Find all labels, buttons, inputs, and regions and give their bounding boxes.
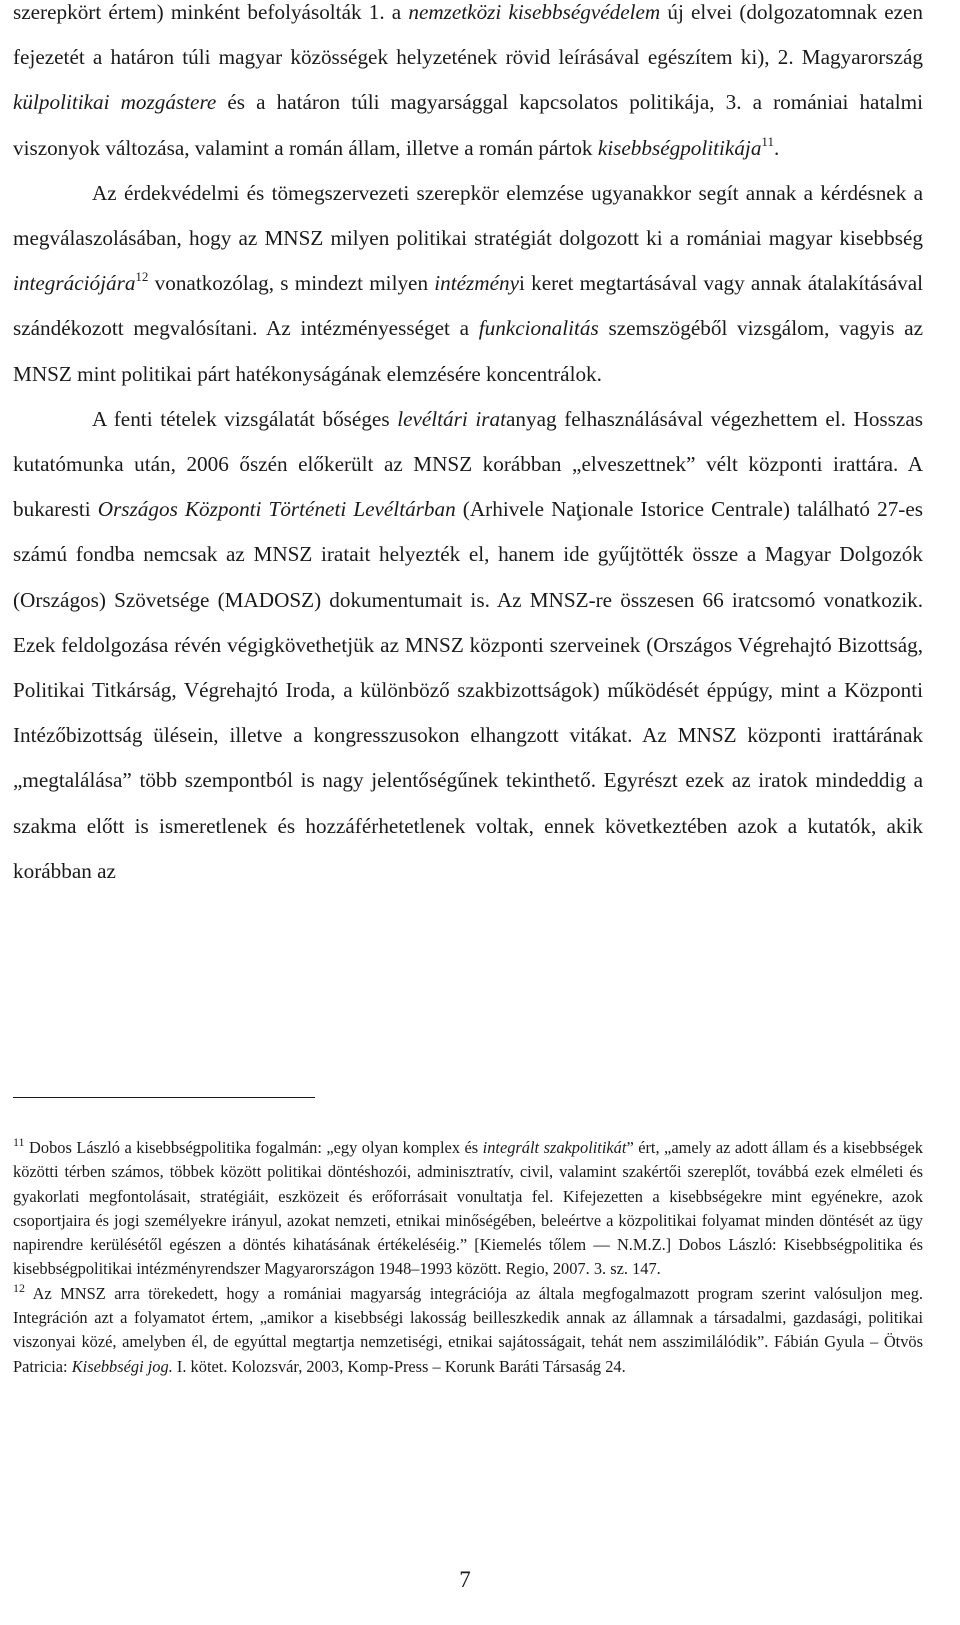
footnote-ref: 11 xyxy=(13,1135,25,1149)
italic-text: Országos Központi Történeti Levéltárban xyxy=(97,497,456,522)
text-run: szemszögéből vizsgálom, vagyis az MNSZ mint politikai párt hatékonyságának elemzésére koncentrálok. xyxy=(13,316,924,386)
paragraph-2 xyxy=(13,171,923,397)
text-run: Az érdekvédelmi és tömegszervezeti szerepkör elemzése ugyanakkor segít annak a kérdésnek a megválaszolásában, hogy az MNSZ milyen politikai stratégiát dolgozott ki a romániai magyar kisebbség xyxy=(13,180,923,251)
italic-text: nemzetközi kisebbségvédelem xyxy=(408,0,661,24)
text-run: ” ért, „amely az adott állam és a kisebbségek közötti térben számos, többek között politikai döntéshozói, adminisztratív, civil, valamint szakértői szereplőt, továbbá ezek elméleti és gyakorlati megfontolásait, stratégiáit, eszközeit és erőforrásait vonultatja fel. Kifejezetten a kisebbségekre mint egyénekre, azok csoportjaira és jogi személyekre irányul, azokat nemzeti, etnikai minőségében, beleértve a közpolitikai folyamat minden döntését az ügy napirendre kerülésétől egészen a döntés kihatásának értékeléséig.” [Kiemelés tőlem — N.M.Z.] Dobos László: Kisebbségpolitika és kisebbségpolitikai intézményrendszer Magyarországon 1948–1993 között. Regio, 2007. 3. sz. 147. xyxy=(13,1138,923,1279)
footnote-12 xyxy=(13,1282,923,1379)
text-run: i keret megtartásával vagy annak átalakításával szándékozott megvalósítani. Az intézményességet a xyxy=(13,271,923,341)
italic-text: kisebbségpolitikája xyxy=(597,135,762,160)
italic-text: funkcionalitás xyxy=(478,316,599,341)
footnote-ref: 12 xyxy=(135,269,149,285)
italic-text: integrált szakpolitikát xyxy=(482,1138,627,1157)
text-run: A fenti tételek vizsgálatát bőséges xyxy=(92,406,398,431)
text-run: anyag felhasználásával végezhettem el. Hosszas kutatómunka után, 2006 őszén előkerült az MNSZ korábban „elveszettnek” vélt központi irattára. A bukaresti xyxy=(13,406,923,522)
text-run: és a határon túli magyarsággal kapcsolatos politikája, 3. a romániai hatalmi viszonyok változása, valamint a román állam, illetve a román pártok xyxy=(13,90,923,160)
italic-text: levéltári irat xyxy=(397,406,507,431)
footnote-11 xyxy=(13,1136,923,1282)
text-run: vonatkozólag, s mindezt milyen xyxy=(148,271,435,296)
footnote-ref: 12 xyxy=(13,1280,25,1295)
italic-text: külpolitikai mozgástere xyxy=(13,90,217,115)
text-run: Az MNSZ arra törekedett, hogy a romániai magyarság integrációja az általa megfogalmazott program szerint valósuljon meg. Integráción azt a folyamatot értem, „amikor a kisebbségi lakosság beilleszkedik annak az államnak a társadalmi, gazdasági, politikai viszonyai közé, amelyben él, de egyúttal megtartja nemzetiségi, etnikai sajátosságait, tehát nem asszimilálódik”. Fábián Gyula – Ötvös Patricia: xyxy=(13,1283,923,1376)
text-run: Dobos László a kisebbségpolitika fogalmán: „egy olyan komplex és xyxy=(24,1138,483,1157)
paragraph-3 xyxy=(13,397,923,894)
text-run: . xyxy=(773,135,780,160)
text-run: új elvei (dolgozatomnak ezen fejezetét a határon túli magyar közösségek helyzetének rövid leírásával egészítem ki), 2. Magyarország xyxy=(13,0,923,70)
body-text xyxy=(13,0,923,894)
paragraph-1 xyxy=(13,0,923,171)
text-run: szerepkört értem) minként befolyásolták 1. a xyxy=(13,0,409,24)
text-run: I. kötet. Kolozsvár, 2003, Komp-Press – Korunk Baráti Társaság 24. xyxy=(172,1356,626,1376)
italic-text: intézmény xyxy=(434,271,519,296)
footnotes xyxy=(13,1136,923,1379)
footnote-separator xyxy=(13,1097,315,1098)
page-number: 7 xyxy=(459,1567,471,1592)
italic-text: Kisebbségi jog. xyxy=(71,1356,173,1376)
italic-text: integrációjára xyxy=(13,271,136,296)
footnote-ref: 11 xyxy=(761,133,774,149)
text-run: (Arhivele Naţionale Istorice Centrale) található 27-es számú fondba nemcsak az MNSZ iratait helyezték el, hanem ide gyűjtötték össze a Magyar Dolgozók (Országos) Szövetsége (MADOSZ) dokumentumait is. Az MNSZ-re összesen 66 iratcsomó vonatkozik. Ezek feldolgozása révén végigkövethetjük az MNSZ központi szerveinek (Országos Végrehajtó Bizottság, Politikai Titkárság, Végrehajtó Iroda, a különböző szakbizottságok) működését éppúgy, mint a Központi Intézőbizottság ülésein, illetve a kongresszusokon elhangzott vitákat. Az MNSZ központi irattárának „megtalálása” több szempontból is nagy jelentőségűnek tekinthető. Egyrészt ezek az iratok mindeddig a szakma előtt is ismeretlenek és hozzáférhetetlenek voltak, ennek következtében azok a kutatók, akik korábban az xyxy=(13,497,924,883)
